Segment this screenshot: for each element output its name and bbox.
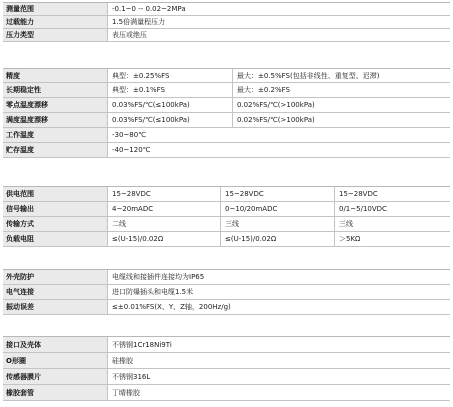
table-row: [3, 128, 450, 143]
row-value-typical: 典型：±0.25%FS: [108, 69, 233, 82]
row-value: 丁晴橡胶: [112, 388, 140, 397]
row-value-3wire-voltage: ＞5KΩ: [339, 235, 361, 243]
row-label: 信号输出: [3, 202, 108, 216]
row-value: 不锈钢316L: [112, 372, 151, 381]
table-row: [3, 143, 450, 158]
row-label: O形圈: [3, 353, 108, 368]
row-value-2wire: 4~20mADC: [108, 202, 221, 216]
table-row: [3, 300, 450, 315]
row-value: -40~120℃: [112, 146, 151, 154]
row-value-max: 最大：±0.2%FS: [237, 86, 290, 94]
row-label: 传感器膜片: [3, 369, 108, 384]
row-value: 电缆线和接插件连接均为IP65: [112, 273, 205, 281]
row-value-3wire-voltage: 15~28VDC: [339, 190, 378, 198]
table-accuracy-temperature: [3, 68, 450, 158]
row-value-2wire: 二线: [108, 217, 221, 231]
row-value: 表压或绝压: [112, 31, 147, 39]
table-row: [3, 187, 450, 202]
row-value-3wire-current: 15~28VDC: [221, 187, 335, 201]
table-row: [3, 217, 450, 232]
row-value: 硅橡胶: [112, 356, 133, 365]
row-label: 压力类型: [3, 29, 108, 41]
table-row: [3, 337, 450, 353]
row-value-3wire-current: 三线: [221, 217, 335, 231]
row-value-3wire-current: ≤(U-15)/0.02Ω: [221, 232, 335, 246]
row-value-2wire: 15~28VDC: [108, 187, 221, 201]
table-row: [3, 83, 450, 98]
row-label: 橡胶套管: [3, 385, 108, 400]
row-label: 贮存温度: [3, 143, 108, 157]
row-value: ≤±0.01%FS(X、Y、Z轴，200Hz/g): [112, 303, 231, 311]
row-label: 负载电阻: [3, 232, 108, 246]
table-row: [3, 202, 450, 217]
row-value: -30~80℃: [112, 131, 147, 139]
table-row: [3, 98, 450, 113]
row-label: 工作温度: [3, 128, 108, 142]
row-value: 不锈钢1Cr18Ni9Ti: [112, 340, 172, 349]
table-range-overload: [3, 2, 450, 42]
row-value-typical: 典型：±0.1%FS: [108, 83, 233, 97]
row-value: 1.5倍满量程压力: [112, 18, 166, 26]
table-row: [3, 16, 450, 29]
row-label: 过载能力: [3, 16, 108, 28]
table-materials: [3, 336, 450, 401]
table-row: [3, 3, 450, 16]
table-row: [3, 232, 450, 247]
row-value-high: 0.02%FS/℃(>100kPa): [237, 101, 315, 109]
table-protection-connection: [3, 269, 450, 315]
row-label: 传输方式: [3, 217, 108, 231]
table-electrical-output: [3, 186, 450, 247]
row-label: 电气连接: [3, 285, 108, 299]
row-value-low: 0.03%FS/℃(≤100kPa): [108, 98, 233, 112]
row-label: 精度: [3, 69, 108, 82]
table-row: [3, 285, 450, 300]
row-label: 接口及壳体: [3, 337, 108, 352]
row-label: 供电范围: [3, 187, 108, 201]
row-value-3wire-current: 0~10/20mADC: [221, 202, 335, 216]
row-label: 振动误差: [3, 300, 108, 314]
row-label: 满度温度漂移: [3, 113, 108, 127]
table-row: [3, 385, 450, 401]
row-value-max: 最大：±0.5%FS(包括非线性、重复型、迟滞): [237, 71, 380, 80]
table-row: [3, 270, 450, 285]
row-label: 测量范围: [3, 3, 108, 15]
row-value-3wire-voltage: 三线: [339, 220, 353, 228]
table-row: [3, 353, 450, 369]
row-value-low: 0.03%FS/℃(≤100kPa): [108, 113, 233, 127]
row-label: 零点温度漂移: [3, 98, 108, 112]
table-row: [3, 113, 450, 128]
row-label: 外壳防护: [3, 270, 108, 284]
row-label: 长期稳定性: [3, 83, 108, 97]
row-value-2wire: ≤(U-15)/0.02Ω: [108, 232, 221, 246]
row-value: 进口防爆插头和电缆1.5米: [112, 288, 194, 296]
row-value-3wire-voltage: 0/1~5/10VDC: [339, 205, 387, 213]
row-value-high: 0.02%FS/℃(>100kPa): [237, 116, 315, 124]
table-row: [3, 69, 450, 83]
table-row: [3, 369, 450, 385]
table-row: [3, 29, 450, 42]
row-value: -0.1~0 -- 0.02~2MPa: [112, 5, 186, 13]
